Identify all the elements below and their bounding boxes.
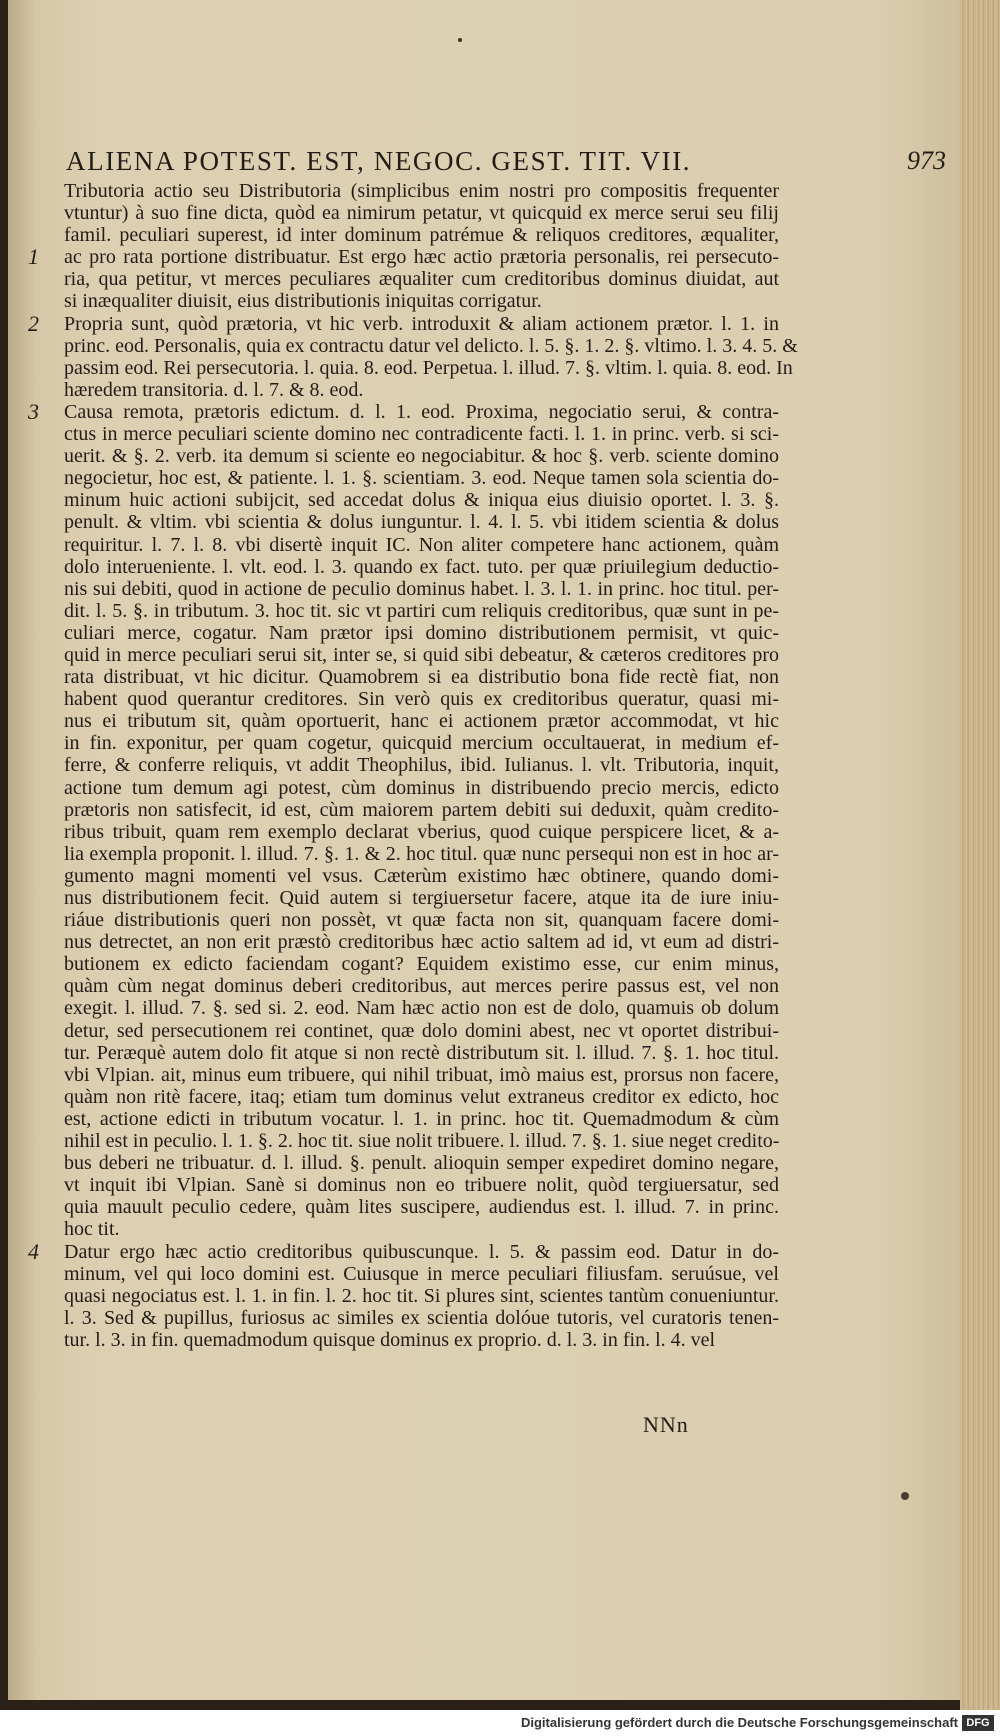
line-text: nis sui debiti, quod in actione de peculio dominus habet. l. 3. l. 1. in princ. hoc titul. per- (64, 577, 779, 600)
line-text: famil. peculiari superest, id inter dominum patrémue & reliquos creditores, æqualiter, (64, 224, 779, 247)
line-text: lia exempla proponit. l. illud. 7. §. 1. & 2. hoc titul. quæ nunc persequi non est in hoc ar- (64, 842, 779, 865)
line-text: riáue distributionis queri non possèt, vt quæ facta non sit, quanquam facere domi- (64, 909, 779, 932)
line-text: penult. & vltim. vbi scientia & dolus iunguntur. l. 4. l. 5. vbi itidem scientia & dolus (64, 511, 779, 534)
text-line (34, 268, 779, 290)
text-line (34, 423, 779, 445)
dfg-logo: DFG (962, 1715, 994, 1731)
text-line (34, 600, 779, 622)
line-text: passim eod. Rei persecutoria. l. quia. 8. eod. Perpetua. l. illud. 7. §. vltim. l. quia. 8. eod. In (64, 356, 793, 379)
marginal-number: 1 (28, 244, 39, 270)
line-text: ribus tribuit, quam rem exemplo declarat vberius, quod cuique perspicere licet, & a- (64, 820, 779, 843)
line-text: minum huic actioni subijcit, sed accedat dolus & iniqua eius diuisio oportet. l. 3. §. (64, 489, 779, 512)
line-text: tur. l. 3. in fin. quemadmodum quisque dominus ex proprio. d. l. 3. in fin. l. 4. vel (64, 1328, 716, 1351)
text-line (28, 398, 779, 424)
text-line (28, 310, 779, 336)
text-line (34, 356, 793, 379)
line-text: quid in merce peculiari serui sit, inter se, si quid sibi debeatur, & cæteros creditores pro (64, 643, 779, 666)
line-text: dolo interueniente. l. vlt. eod. l. 3. quando ex fact. tuto. per quæ priuilegium deductio- (64, 555, 779, 578)
line-text: culiari merce, cogatur. Nam prætor ipsi domino distributionem permisit, vt quic- (64, 621, 779, 644)
text-line (34, 865, 779, 887)
line-text: nus detrectet, an non erit præstò creditoribus hæc actio saltem ad id, vt eum ad distri- (64, 931, 779, 954)
text-line (34, 754, 779, 776)
text-line (34, 931, 779, 953)
text-line (34, 445, 779, 467)
footer (0, 1710, 1000, 1736)
text-line (34, 224, 779, 246)
line-text: dit. l. 5. §. in tributum. 3. hoc tit. sic vt partiri cum reliquis creditoribus, quæ sunt in pe- (64, 599, 779, 622)
text-line (34, 1042, 779, 1064)
page-edge (960, 0, 1000, 1710)
line-text: princ. eod. Personalis, quia ex contractu datur vel delicto. l. 5. §. 1. 2. §. vltimo. l. 3. 4. 5. & (64, 334, 798, 357)
text-line (34, 997, 779, 1019)
text-line (34, 467, 779, 489)
text-line (34, 1020, 779, 1042)
line-text: negocietur, hoc est, & patiente. l. 1. §. scientiam. 3. eod. Neque tamen sola scientia do- (64, 467, 779, 490)
line-text: quàm cùm negat dominus deberi creditoribus, aut merces perire passus est, vel non (64, 975, 779, 998)
text-line (34, 511, 779, 533)
line-text: Causa remota, prætoris edictum. d. l. 1. eod. Proxima, negociatio serui, & contra- (64, 400, 779, 423)
page-number: 973 (907, 146, 946, 175)
text-line (34, 777, 779, 799)
line-text: prætoris non satisfecit, id est, cùm maiorem partem debiti sui deduxit, quàm credito- (64, 798, 779, 821)
text-line (34, 909, 779, 931)
text-line (34, 1329, 779, 1351)
line-text: l. 3. Sed & pupillus, furiosus ac similes ex scientia dolóue tutoris, vel curatoris tenen- (64, 1306, 779, 1329)
text-line (34, 1108, 779, 1130)
line-text: nus distributionem fecit. Quid autem si tergiuersetur facere, atque ita de iure iniu- (64, 887, 779, 909)
page-header (66, 146, 946, 182)
text-line (34, 489, 779, 511)
text-line (34, 290, 779, 312)
line-text: minum, vel qui loco domini est. Cuiusque in merce peculiari filiusfam. seruúsue, vel (64, 1262, 779, 1285)
text-line (34, 1263, 779, 1285)
line-text: vt inquit ibi Vlpian. Sanè si dominus non eo tribuere nolit, quòd tergiuersatur, sed (64, 1174, 779, 1197)
line-text: in fin. exponitur, per quam cogetur, quicquid mercium occultauerat, in medium ef- (64, 732, 779, 755)
line-text: actione tum demum agi potest, cùm dominus in distribuendo precio mercis, edicto (64, 776, 779, 799)
funding-credit: Digitalisierung gefördert durch die Deutsche Forschungsgemeinschaft (520, 1715, 958, 1730)
text-line (28, 244, 779, 270)
line-text: rata distribuat, vt hic dicitur. Quamobrem si ea distributio bona fide rectè fiat, non (64, 666, 779, 689)
text-line (34, 556, 779, 578)
text-line (34, 1218, 779, 1240)
text-line (34, 821, 779, 843)
line-text: ria, qua petitur, vt merces peculiares æqualiter cum creditoribus dominus diuidat, aut (64, 268, 779, 291)
line-text: quàm non ritè facere, itaq; etiam tum dominus velut extraneus creditor ex edicto, hoc (64, 1085, 779, 1108)
line-text: si inæqualiter diuisit, eius distributionis iniquitas corrigatur. (64, 290, 542, 313)
line-text: bus deberi ne tribuatur. d. l. illud. §. penult. alioquin semper expediret domino negare, (64, 1152, 779, 1175)
text-line (34, 1307, 779, 1329)
line-text: hæredem transitoria. d. l. 7. & 8. eod. (64, 378, 364, 401)
text-line (34, 1130, 779, 1152)
line-text: habent quod querantur creditores. Sin verò quis ex creditoribus queratur, quasi mi- (64, 688, 779, 711)
line-text: gumento magni momenti vel vsus. Cæterùm existimo hæc obtinere, quando domi- (64, 864, 779, 887)
text-line (34, 534, 779, 556)
text-line (34, 975, 779, 997)
marginal-number: 2 (28, 310, 39, 336)
text-line (34, 1086, 779, 1108)
line-text: exegit. l. illud. 7. §. sed si. 2. eod. Nam hæc actio non est de dolo, quamuis ob dolum (64, 997, 779, 1020)
text-line (34, 887, 779, 909)
marginal-number: 4 (28, 1238, 39, 1264)
line-text: quasi negociatus est. l. 1. in fin. l. 2. hoc tit. Si plures sint, scientes tantùm conueniuntur. (64, 1284, 779, 1307)
line-text: ferre, & conferre reliquis, vt addit Theophilus, ibid. Iulianus. l. vlt. Tributoria, inquit, (64, 754, 779, 777)
body-text (28, 180, 914, 1351)
line-text: vbi Vlpian. ait, minus eum tribuere, qui nihil tribuat, imò maius est, prorsus non facere, (64, 1063, 779, 1086)
line-text: ctus in merce peculiari sciente domino nec contradicente facti. l. 1. in princ. verb. si sci- (64, 423, 779, 446)
line-text: Datur ergo hæc actio creditoribus quibuscunque. l. 5. & passim eod. Datur in do- (64, 1240, 779, 1263)
line-text: tur. Peræquè autem dolo fit atque si non rectè distributum sit. l. illud. 7. §. 1. hoc titul. (64, 1041, 779, 1064)
signature-mark: NNn (643, 1412, 689, 1437)
text-line (34, 953, 779, 975)
line-text: detur, sed persecutionem rei continet, quæ dolo domini abest, nec vt oportet distribui- (64, 1019, 779, 1042)
text-line (34, 732, 779, 754)
text-line (34, 1064, 779, 1086)
text-line (34, 622, 779, 644)
text-line (34, 799, 779, 821)
marginal-number: 3 (28, 398, 39, 424)
text-line (28, 1238, 779, 1264)
line-text: est, actione edicti in tributum vocatur. l. 1. in princ. hoc tit. Quemadmodum & cùm (64, 1107, 779, 1130)
ink-mark (458, 38, 462, 42)
text-line (34, 1152, 779, 1174)
text-line (34, 1174, 779, 1196)
line-text: Tributoria actio seu Distributoria (simplicibus enim nostri pro compositis frequenter (64, 180, 779, 202)
line-text: hoc tit. (64, 1218, 120, 1241)
line-text: quia mauult peculio cedere, quàm lites suscipere, audiendus est. l. illud. 7. in princ. (64, 1196, 779, 1219)
text-line (34, 688, 779, 710)
line-text: vtuntur) à suo fine dicta, quòd ea nimirum petatur, vt quicquid ex merce serui seu filij (64, 202, 779, 225)
text-line (34, 1285, 779, 1307)
text-line (34, 1196, 779, 1218)
text-line (34, 202, 779, 224)
ink-smudge (901, 1492, 909, 1500)
line-text: uerit. & §. 2. verb. ita demum si sciente eo negociabitur. & hoc §. verb. sciente domino (64, 445, 779, 468)
text-line (34, 379, 779, 401)
line-text: Propria sunt, quòd prætoria, vt hic verb. introduxit & aliam actionem prætor. l. 1. in (64, 312, 779, 335)
text-line (34, 666, 779, 688)
text-line (34, 843, 779, 865)
text-line (34, 180, 779, 202)
text-line (34, 334, 798, 357)
text-line (34, 578, 779, 600)
text-line (34, 644, 779, 666)
line-text: nus ei tributum sit, quàm oportuerit, hanc ei actionem prætor accommodat, vt hic (64, 710, 779, 733)
text-line (34, 710, 779, 732)
line-text: requiritur. l. 7. l. 8. vbi disertè inquit IC. Non aliter competere hanc actionem, quàm (64, 533, 779, 556)
line-text: ac pro rata portione distribuatur. Est ergo hæc actio prætoria personalis, rei persecuto- (64, 246, 779, 269)
line-text: nihil est in peculio. l. 1. §. 2. hoc tit. siue nolit tribuere. l. illud. 7. §. 1. siue neget credito- (64, 1130, 780, 1153)
running-title: ALIENA POTEST. EST, NEGOC. GEST. TIT. VII. (66, 146, 692, 176)
line-text: butionem ex edicto faciendam cogant? Equidem existimo esse, cur enim minus, (64, 953, 779, 976)
